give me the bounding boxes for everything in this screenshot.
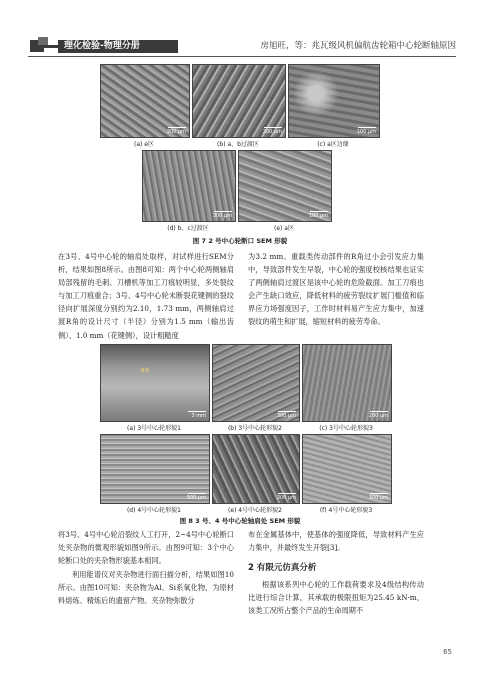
page-number: 65 — [443, 648, 452, 656]
scale-label: 500 μm — [186, 495, 206, 501]
fig8-label-c: (c) 3号中心轮形貌3 — [319, 425, 373, 432]
scale-label: 300 μm — [276, 413, 296, 419]
fig8-image-e — [212, 434, 300, 504]
scale-bar — [278, 411, 296, 412]
header-rule — [28, 56, 456, 57]
scale-label: 200 μm — [368, 413, 388, 419]
fig7-label-c: (c) a区边缘 — [317, 141, 349, 148]
scale-label: 200 μm — [166, 129, 186, 135]
fig8-label-e: (e) 4号中心轮形貌2 — [228, 507, 282, 514]
fig7-label-b: (b) a、b过渡区 — [217, 141, 259, 148]
scale-label: 300 μm — [368, 495, 388, 501]
fig8-label-a: (a) 3号中心轮形貌1 — [127, 425, 181, 432]
fig8-image-c — [302, 344, 392, 422]
fig8-image-d — [100, 434, 210, 504]
fig7-label-a: (a) e区 — [134, 141, 154, 148]
fig8-label-d: (d) 4号中心轮形貌1 — [126, 507, 182, 514]
fig7-caption: 图 7 2 号中心轮断口 SEM 形貌 — [192, 237, 288, 245]
scale-bar — [214, 211, 232, 212]
scale-bar — [358, 127, 376, 128]
scale-bar — [370, 411, 388, 412]
section-heading-2: 2 有限元仿真分析 — [248, 563, 317, 573]
scale-label: 200 μm — [276, 495, 296, 501]
body-paragraph-2-right: 布在金属基体中，使基体的强度降低，导致材料产生应力集中，并最终发生开裂[3]。 — [248, 530, 424, 553]
fig7-label-e: (e) a区 — [274, 225, 294, 232]
scale-bar — [188, 411, 206, 412]
fig7-image-e — [238, 150, 332, 222]
fig7-label-d: (d) b、c过渡区 — [167, 225, 209, 232]
fig8-image-a — [100, 344, 210, 422]
scale-label: 300 μm — [212, 213, 232, 219]
fig7-image-a — [100, 64, 190, 138]
body-paragraph-3-left: 利用能谱仪对夹杂物进行面扫描分析，结果如图10所示。由图10可知：夹杂物为Al、Si系氧化物，为原材料熔炼、精炼后的遗留产物。夹杂物弥散分 — [58, 570, 234, 606]
scale-bar — [278, 493, 296, 494]
scale-bar — [310, 211, 328, 212]
fig8-label-f: (f) 4号中心轮形貌3 — [319, 507, 373, 514]
fig7-image-d — [142, 150, 236, 222]
body-paragraph-4-right: 根据该系列中心轮的工作载荷要求及4级结构传动比进行综合计算，其承载的极限扭矩为25.45 kN·m，该类工况所占整个产品的生命周期不 — [248, 580, 424, 616]
scale-label: 100 μm — [356, 129, 376, 135]
scale-label: 200 μm — [262, 129, 282, 135]
scale-bar — [188, 493, 206, 494]
scale-label: 100 μm — [308, 213, 328, 219]
fig7-image-c — [288, 64, 380, 138]
running-title: 房旭旺，等：兆瓦级风机偏航齿轮箱中心轮断轴原因 — [260, 41, 456, 51]
fig8-label-b: (b) 3号中心轮形貌2 — [227, 425, 283, 432]
journal-name: 理化检验-物理分册 — [64, 41, 140, 51]
scale-bar — [370, 493, 388, 494]
body-paragraph-2-left: 将3号、4号中心轮沿裂纹人工打开，2~4号中心轮断口处夹杂物的微观形貌如图9所示。由图9可知：3个中心轮断口处的夹杂物形貌基本相同。 — [58, 530, 234, 566]
journal-band — [58, 40, 178, 53]
scale-bar — [264, 127, 282, 128]
fig8-image-f — [302, 434, 392, 504]
fig8-caption: 图 8 3 号、4 号中心轮轴肩处 SEM 形貌 — [179, 517, 301, 525]
body-paragraph-1-right: 为3.2 mm。重载类传动部件的R角过小会引发应力集中，导致部件发生早裂，中心轮的强度校核结果也证实了两侧轴肩过渡区是该中心轮的危险截面。加工刀痕也会产生缺口效应，降低材料的疲劳裂纹扩展门槛值和临界应力场强度因子，工作时材料易产生应力集中，加速裂纹的萌生和扩展，缩短材料的疲劳寿命。 — [248, 252, 424, 327]
body-paragraph-1-left: 在3号、4号中心轮的轴肩处取样，对试样进行SEM分析，结果如图8所示。由图8可知：两个中心轮两侧轴肩局部残留的毛刺、刀槽机等加工刀痕较明显，多处裂纹与加工刀痕重合；3号、4号中心轮未断裂花键侧的裂纹径向扩展深度分别约为2.10，1.73 mm，两侧轴肩过渡R角的设计尺寸（半径）分别为1.5 mm（输出齿侧）、1.0 mm（花键侧），设计粗糙度 — [58, 252, 234, 340]
scale-label: 3 mm — [191, 413, 206, 419]
journal-logo-icon — [28, 36, 58, 56]
r-corner-marker: R角 — [141, 368, 150, 374]
fig7-image-b — [192, 64, 286, 138]
fig8-image-b — [212, 344, 300, 422]
scale-bar — [168, 127, 186, 128]
